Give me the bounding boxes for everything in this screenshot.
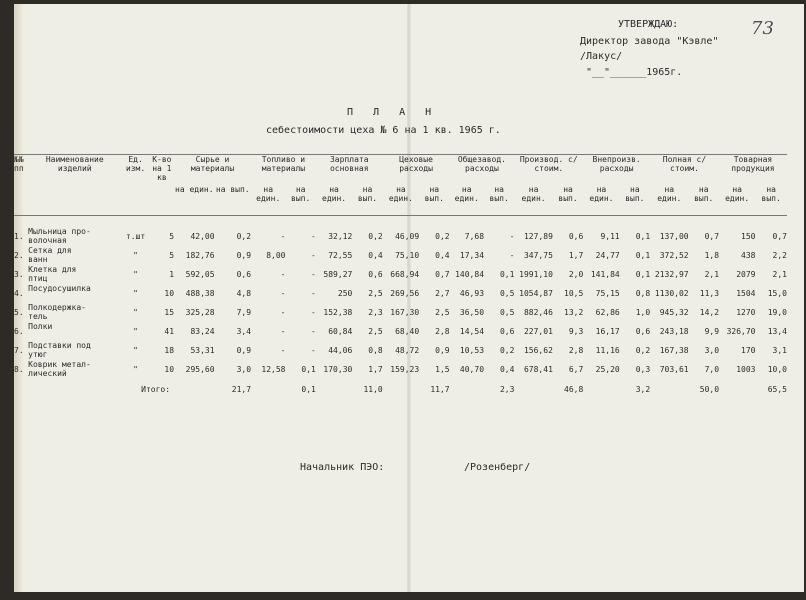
row-value: 2,7: [435, 289, 450, 299]
row-number: 8.: [14, 365, 24, 375]
document-page: [14, 4, 804, 592]
row-value: 1,8: [704, 251, 720, 261]
row-value: 8,00: [266, 251, 286, 261]
row-value: 0,1: [301, 365, 316, 375]
row-value: 2,8: [435, 327, 450, 337]
row-value: 0,2: [435, 232, 450, 242]
row-value: 0,6: [635, 327, 651, 337]
row-value: 6,7: [568, 365, 584, 375]
row-value: 46,93: [459, 289, 485, 299]
row-name-line1: Подставки под: [28, 342, 91, 350]
row-value: 44,06: [328, 346, 353, 356]
row-value: 11,16: [595, 346, 620, 356]
row-value: 60,84: [328, 327, 353, 337]
row-value: 0,6: [568, 232, 584, 242]
row-name-line1: Мыльница про-: [28, 228, 91, 236]
totals-spacer: [316, 380, 352, 398]
header-name: Наименование изделий: [45, 155, 104, 173]
row-value: 127,89: [523, 232, 553, 242]
row-value: 9,9: [704, 327, 720, 337]
row-value: 0,4: [435, 251, 450, 261]
row-value: 48,72: [395, 346, 420, 356]
row-value: 0,2: [368, 232, 383, 242]
row-name: [28, 323, 121, 342]
row-number: 6.: [14, 327, 24, 337]
totals-row: [14, 380, 787, 398]
row-value: 53,31: [190, 346, 215, 356]
row-name: [28, 285, 121, 304]
header-fuel-per-output: на вып.: [291, 185, 311, 203]
row-name: [28, 342, 121, 361]
row-value: 2,1: [704, 270, 720, 280]
row-value: 0,8: [635, 289, 651, 299]
row-value: 0,7: [772, 232, 787, 242]
header-wages-per-unit: на един.: [322, 185, 347, 203]
row-value: 0,9: [236, 346, 252, 356]
header-materials-per-output: на вып.: [215, 185, 250, 194]
row-number: 4.: [14, 289, 24, 299]
row-value: 12,58: [261, 365, 286, 375]
row-value: 678,41: [523, 365, 553, 375]
row-value: 1130,02: [654, 289, 689, 299]
totals-value: 0,1: [301, 384, 316, 394]
row-value: 1504: [736, 289, 756, 299]
row-value: 167,30: [390, 308, 420, 318]
row-value: -: [280, 232, 286, 242]
row-value: 10,5: [564, 289, 584, 299]
row-value: -: [311, 270, 316, 280]
header-group-fuel: Топливо и материалы: [261, 155, 306, 173]
row-qty: 41: [164, 327, 175, 337]
row-name-line1: Сетка для: [28, 247, 72, 255]
row-value: 1003: [736, 365, 756, 375]
table-row: [14, 323, 787, 342]
row-value: 3,0: [236, 365, 252, 375]
totals-value: 11,0: [363, 384, 383, 394]
header-group-nonprod: Внепроизв. расходы: [592, 155, 641, 173]
row-value: 2,5: [435, 308, 450, 318]
header-plant-per-output: на вып.: [489, 185, 509, 203]
row-number: 3.: [14, 270, 24, 280]
row-value: -: [311, 289, 316, 299]
row-value: 1,0: [635, 308, 651, 318]
row-name-line2: тель: [28, 311, 48, 321]
row-value: 668,94: [390, 270, 420, 280]
row-value: 0,5: [499, 308, 515, 318]
row-value: 13,4: [767, 327, 787, 337]
row-value: 0,1: [635, 270, 651, 280]
header-shop-per-output: на вып.: [424, 185, 444, 203]
row-value: 243,18: [659, 327, 689, 337]
row-value: 295,60: [185, 365, 215, 375]
header-nonprod-per-unit: на един.: [589, 185, 614, 203]
row-value: 152,38: [323, 308, 353, 318]
totals-spacer: [719, 380, 755, 398]
row-name-line2: ванн: [28, 254, 48, 264]
row-value: 0,7: [704, 232, 720, 242]
table-row: [14, 247, 787, 266]
row-number: 5.: [14, 308, 24, 318]
row-value: -: [311, 308, 316, 318]
approval-position: Директор завода "Кэвле": [580, 36, 719, 47]
row-value: 1,7: [368, 365, 383, 375]
row-value: 15,0: [767, 289, 787, 299]
row-value: 269,56: [390, 289, 420, 299]
row-number: 7.: [14, 346, 24, 356]
table-row: [14, 342, 787, 361]
row-unit: ": [133, 270, 138, 280]
row-value: 62,86: [595, 308, 620, 318]
header-full-per-output: на вып.: [694, 185, 714, 203]
row-value: 0,2: [236, 232, 252, 242]
row-value: 4,8: [236, 289, 252, 299]
row-value: 182,76: [185, 251, 215, 261]
row-value: -: [311, 232, 316, 242]
row-value: -: [280, 346, 286, 356]
row-name-line2: утюг: [28, 349, 48, 359]
row-name-line2: лический: [28, 368, 67, 378]
row-value: 83,24: [190, 327, 215, 337]
row-value: 9,11: [600, 232, 620, 242]
row-value: 2,8: [568, 346, 584, 356]
row-value: 1270: [736, 308, 756, 318]
table-row: [14, 285, 787, 304]
totals-value: 65,5: [767, 384, 787, 394]
row-value: 75,15: [595, 289, 620, 299]
row-value: 140,84: [455, 270, 485, 280]
row-number: 1.: [14, 232, 24, 242]
totals-label: Итого:: [141, 384, 171, 394]
row-value: 1991,10: [519, 270, 553, 280]
row-value: 19,0: [767, 308, 787, 318]
header-production-per-unit: на един.: [521, 185, 546, 203]
totals-value: 50,0: [699, 384, 720, 394]
row-name: [28, 228, 121, 247]
row-value: 2,1: [772, 270, 787, 280]
row-value: 17,34: [459, 251, 485, 261]
row-value: 13,2: [564, 308, 584, 318]
totals-spacer: [514, 380, 552, 398]
header-group-materials: Сырье и материалы: [190, 155, 235, 173]
header-group-plant: Общезавод. расходы: [457, 155, 506, 173]
row-value: 0,5: [499, 289, 515, 299]
row-value: 227,01: [523, 327, 553, 337]
approval-date: "__"______1965г.: [586, 67, 683, 78]
row-name: [28, 247, 121, 266]
row-value: -: [311, 346, 316, 356]
row-unit: ": [133, 365, 138, 375]
row-value: 9,3: [568, 327, 584, 337]
totals-spacer: [251, 380, 285, 398]
row-value: -: [509, 251, 515, 261]
totals-value: 46,8: [564, 384, 584, 394]
row-value: 0,9: [435, 346, 450, 356]
footer-role: Начальник ПЭО:: [300, 462, 385, 473]
row-value: 882,46: [523, 308, 553, 318]
row-value: 2,2: [772, 251, 787, 261]
row-value: 170: [741, 346, 756, 356]
row-value: 24,77: [595, 251, 620, 261]
row-value: 0,6: [499, 327, 515, 337]
totals-value: 21,7: [231, 384, 252, 394]
row-value: 14,2: [699, 308, 720, 318]
header-materials-per-unit: на един.: [175, 185, 214, 194]
row-value: -: [311, 327, 316, 337]
row-name: [28, 266, 121, 285]
row-value: 0,2: [499, 346, 515, 356]
row-qty: 18: [164, 346, 175, 356]
row-name-line1: Коврик метал-: [28, 361, 91, 369]
row-value: 10,53: [459, 346, 485, 356]
header-group-full: Полная с/стоим.: [662, 155, 707, 173]
row-qty: 10: [164, 365, 175, 375]
row-value: 326,70: [726, 327, 756, 337]
row-name-line1: Полки: [28, 323, 53, 331]
row-value: 0,9: [236, 251, 252, 261]
row-value: -: [280, 308, 286, 318]
row-value: 703,61: [659, 365, 689, 375]
row-value: 0,2: [635, 346, 651, 356]
row-name-line2: волочная: [28, 235, 67, 245]
header-qty: К-во на 1 кв: [152, 155, 172, 182]
row-value: 372,52: [659, 251, 689, 261]
row-value: 170,30: [323, 365, 353, 375]
row-value: 137,00: [659, 232, 689, 242]
row-value: 7,9: [236, 308, 252, 318]
approval-signatory: /Лакус/: [580, 51, 623, 62]
row-value: 16,17: [595, 327, 620, 337]
row-value: 156,62: [523, 346, 553, 356]
row-value: 0,7: [435, 270, 450, 280]
folio-number: 73: [751, 18, 774, 39]
totals-spacer: [450, 380, 484, 398]
header-commodity-per-unit: на един.: [725, 185, 750, 203]
row-value: 438: [741, 251, 756, 261]
row-value: 2079: [736, 270, 756, 280]
row-value: 75,10: [395, 251, 420, 261]
totals-value: 2,3: [499, 384, 515, 394]
table-row: [14, 228, 787, 247]
row-value: 1,7: [568, 251, 584, 261]
header-group-shop: Цеховые расходы: [399, 155, 433, 173]
row-value: 0,1: [635, 251, 651, 261]
row-value: 347,75: [523, 251, 553, 261]
row-name-line1: Полкодержка-: [28, 304, 86, 312]
totals-spacer: [583, 380, 619, 398]
row-value: 1,5: [435, 365, 450, 375]
row-value: 72,55: [328, 251, 353, 261]
row-value: 1054,87: [519, 289, 553, 299]
row-value: 2,3: [368, 308, 383, 318]
row-value: 14,54: [459, 327, 485, 337]
row-value: 7,68: [464, 232, 485, 242]
row-unit: ": [133, 327, 138, 337]
row-unit: т.шт: [125, 232, 146, 242]
header-group-commodity: Товарная продукция: [731, 155, 775, 173]
row-value: 0,6: [368, 270, 383, 280]
row-value: 325,28: [185, 308, 215, 318]
row-value: 2,0: [568, 270, 584, 280]
table-row: [14, 361, 787, 380]
row-value: 10,0: [767, 365, 787, 375]
header-wages-per-output: на вып.: [357, 185, 378, 203]
row-unit: ": [133, 308, 138, 318]
row-value: 945,32: [659, 308, 689, 318]
row-value: 159,23: [390, 365, 420, 375]
row-name-line1: Посудосушилка: [28, 285, 91, 293]
totals-spacer: [383, 380, 419, 398]
row-value: 0,3: [635, 365, 651, 375]
header-group-production: Производ. с/стоим.: [519, 155, 578, 173]
row-value: 46,09: [395, 232, 420, 242]
page-title: П Л А Н: [347, 107, 439, 118]
row-value: 25,20: [595, 365, 620, 375]
row-value: -: [509, 232, 515, 242]
row-value: 3,1: [772, 346, 787, 356]
totals-value: 3,2: [635, 384, 651, 394]
header-fuel-per-unit: на един.: [256, 185, 281, 203]
row-name: [28, 361, 121, 380]
row-value: 0,4: [368, 251, 383, 261]
row-value: 0,4: [499, 365, 515, 375]
header-nonprod-per-output: на вып.: [625, 185, 645, 203]
header-unit: Ед. изм.: [125, 155, 146, 173]
header-production-per-output: на вып.: [558, 185, 578, 203]
row-unit: ": [133, 346, 138, 356]
row-value: 42,00: [190, 232, 215, 242]
row-unit: ": [133, 251, 138, 261]
totals-value: 11,7: [430, 384, 450, 394]
row-name: [28, 304, 121, 323]
row-value: 0,6: [236, 270, 252, 280]
row-value: 7,0: [704, 365, 720, 375]
row-value: 592,05: [185, 270, 215, 280]
row-value: 0,8: [368, 346, 383, 356]
row-value: 589,27: [323, 270, 353, 280]
header-full-per-unit: на един.: [657, 185, 682, 203]
row-value: -: [280, 289, 286, 299]
row-value: 68,40: [395, 327, 420, 337]
row-value: 150: [741, 232, 756, 242]
row-value: -: [280, 270, 286, 280]
row-value: 2132,97: [654, 270, 689, 280]
header-commodity-per-output: на вып.: [761, 185, 781, 203]
cost-plan-body: [14, 228, 787, 398]
totals-spacer: [650, 380, 688, 398]
row-qty: 5: [169, 251, 175, 261]
row-unit: ": [133, 289, 138, 299]
row-qty: 1: [169, 270, 175, 280]
row-value: 40,70: [459, 365, 485, 375]
row-name-line1: Клетка для: [28, 266, 77, 274]
row-qty: 10: [164, 289, 175, 299]
row-qty: 5: [169, 232, 175, 242]
row-value: 36,50: [459, 308, 485, 318]
row-value: 32,12: [328, 232, 353, 242]
row-value: -: [280, 327, 286, 337]
row-qty: 15: [164, 308, 175, 318]
row-value: 141,84: [590, 270, 620, 280]
header-shop-per-unit: на един.: [388, 185, 413, 203]
row-number: 2.: [14, 251, 24, 261]
row-value: 250: [337, 289, 353, 299]
row-value: 3,4: [236, 327, 252, 337]
row-value: 2,5: [368, 327, 383, 337]
row-value: 488,38: [185, 289, 215, 299]
row-value: 11,3: [699, 289, 720, 299]
cost-plan-table: [14, 155, 787, 229]
header-num: №№ пп: [14, 155, 24, 173]
row-value: 2,5: [368, 289, 383, 299]
footer-signatory: /Розенберг/: [464, 462, 531, 473]
row-value: 3,0: [704, 346, 720, 356]
table-row: [14, 304, 787, 323]
approval-word: УТВЕРЖДАЮ:: [618, 19, 679, 30]
header-plant-per-unit: на един.: [454, 185, 479, 203]
table-row: [14, 266, 787, 285]
row-value: -: [311, 251, 316, 261]
row-name-line2: птиц: [28, 273, 48, 283]
totals-spacer: [174, 380, 215, 398]
header-group-wages: Зарплата основная: [329, 155, 369, 173]
row-value: 0,1: [499, 270, 515, 280]
row-value: 0,1: [635, 232, 651, 242]
page-subtitle: себестоимости цеха № 6 на 1 кв. 1965 г.: [266, 125, 501, 136]
row-value: 167,38: [659, 346, 689, 356]
